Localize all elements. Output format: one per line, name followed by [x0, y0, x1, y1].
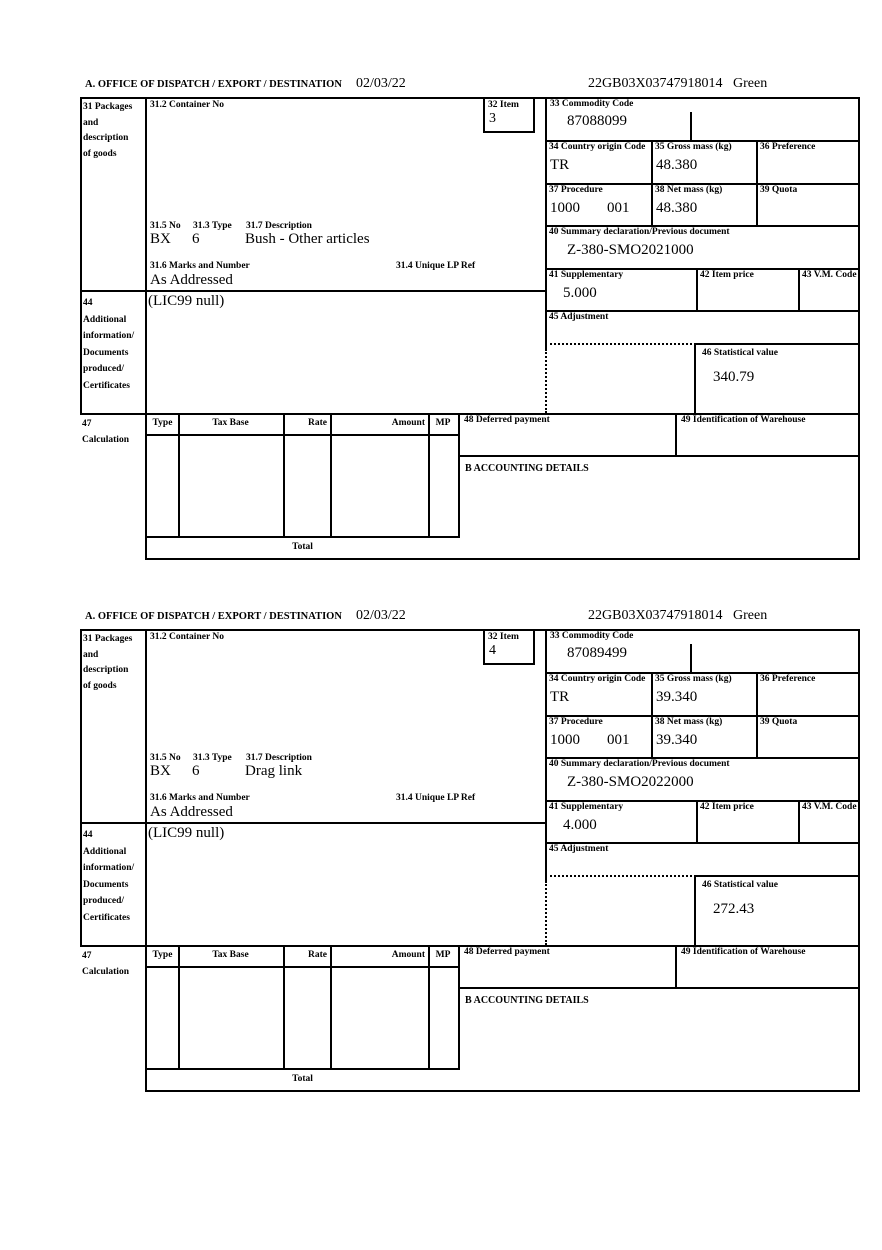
previous-document-label: 40 Summary declaration/Previous document [549, 227, 730, 237]
supplementary-value: 4.000 [563, 817, 597, 833]
col-rate-header: Rate [308, 950, 327, 960]
preference-label: 36 Preference [760, 674, 816, 684]
packages-code-value: BX [150, 231, 171, 247]
statistical-value: 340.79 [713, 369, 755, 385]
col-mp-header: MP [435, 418, 451, 428]
dotted-border-line [545, 875, 696, 877]
country-origin-label: 34 Country origin Code [549, 142, 646, 152]
col-type-header: Type [152, 950, 173, 960]
col-tax-base-header: Tax Base [212, 418, 249, 428]
previous-document-box [545, 757, 858, 802]
adjustment-label: 45 Adjustment [549, 312, 609, 322]
commodity-code-divider [690, 644, 692, 672]
border-line [858, 97, 860, 560]
packages-no-label: 31.5 No [150, 753, 181, 763]
procedure-value-1: 1000 [550, 200, 580, 216]
row-37-39 [545, 183, 858, 227]
previous-document-value: Z-380-SMO2022000 [567, 774, 694, 790]
packages-count-value: 6 [192, 231, 200, 247]
table-header-line [147, 966, 458, 968]
item-price-box [696, 268, 800, 310]
declaration-date: 02/03/22 [356, 608, 406, 623]
border-line [80, 97, 82, 415]
declaration-date: 02/03/22 [356, 76, 406, 91]
section-header [80, 76, 860, 94]
vm-code-label: 43 V.M. Code [802, 802, 857, 812]
procedure-value-2: 001 [607, 732, 630, 748]
item-number-box [483, 629, 535, 665]
section-header [80, 608, 860, 626]
declaration-item-section-2 [80, 629, 860, 1092]
col-rate-header: Rate [308, 418, 327, 428]
procedure-label: 37 Procedure [549, 185, 603, 195]
procedure-value-1: 1000 [550, 732, 580, 748]
procedure-label: 37 Procedure [549, 717, 603, 727]
item-number-value: 3 [489, 111, 496, 126]
net-mass-box [651, 715, 758, 757]
goods-description-value: Bush - Other articles [245, 231, 370, 247]
col-mp-header: MP [435, 950, 451, 960]
procedure-value-2: 001 [607, 200, 630, 216]
row-41-43 [545, 268, 858, 312]
supplementary-box [545, 800, 698, 842]
right-column [545, 97, 858, 413]
country-origin-box [545, 672, 653, 715]
border-line [858, 629, 860, 1092]
packages-count-value: 6 [192, 763, 200, 779]
marks-numbers-label: 31.6 Marks and Number [150, 793, 250, 803]
dotted-border-line [545, 343, 696, 345]
quota-box [756, 183, 858, 225]
statistical-value: 272.43 [713, 901, 755, 917]
deferred-payment-box [460, 413, 675, 457]
additional-information-value: (LIC99 null) [148, 825, 225, 841]
item-number-label: 32 Item [488, 100, 519, 110]
adjustment-label: 45 Adjustment [549, 844, 609, 854]
country-origin-value: TR [550, 689, 570, 705]
net-mass-value: 48.380 [656, 200, 698, 216]
box31-packages-label: 31 Packages and description of goods [83, 102, 133, 159]
unique-lp-ref-label: 31.4 Unique LP Ref [396, 793, 476, 803]
mrn-value: 22GB03X03747918014 [588, 608, 723, 623]
packages-type-label: 31.3 Type [193, 753, 232, 763]
net-mass-value: 39.340 [656, 732, 698, 748]
previous-document-label: 40 Summary declaration/Previous document [549, 759, 730, 769]
previous-document-value: Z-380-SMO2021000 [567, 242, 694, 258]
item-number-label: 32 Item [488, 632, 519, 642]
col-tax-base-header: Tax Base [212, 950, 249, 960]
additional-information-value: (LIC99 null) [148, 293, 225, 309]
previous-document-box [545, 225, 858, 270]
warehouse-id-box [675, 413, 860, 457]
col-amount-header: Amount [391, 418, 425, 428]
routing-status: Green [733, 76, 768, 91]
vm-code-box [798, 800, 858, 842]
supplementary-value: 5.000 [563, 285, 597, 301]
mrn-value: 22GB03X03747918014 [588, 76, 723, 91]
total-label: Total [292, 1074, 313, 1084]
supplementary-box [545, 268, 698, 310]
statistical-value-label: 46 Statistical value [702, 880, 778, 890]
country-origin-value: TR [550, 157, 570, 173]
statistical-value-label: 46 Statistical value [702, 348, 778, 358]
statistical-value-box [694, 343, 858, 413]
item-number-box [483, 97, 535, 133]
quota-label: 39 Quota [760, 717, 798, 727]
warehouse-id-label: 49 Identification of Warehouse [681, 947, 806, 957]
vm-code-box [798, 268, 858, 310]
gross-mass-box [651, 140, 758, 183]
packages-type-label: 31.3 Type [193, 221, 232, 231]
marks-numbers-value: As Addressed [150, 272, 233, 288]
border-line [80, 822, 547, 824]
commodity-code-box [545, 97, 858, 142]
supplementary-label: 41 Supplementary [549, 270, 624, 280]
warehouse-id-box [675, 945, 860, 989]
box44-label: 44 Additional information/ Documents produced/ Certificates [83, 830, 135, 923]
row-34-36 [545, 140, 858, 185]
border-line [145, 97, 147, 413]
declaration-item-section-1 [80, 97, 860, 560]
procedure-box [545, 183, 653, 225]
accounting-details-label: B ACCOUNTING DETAILS [465, 463, 589, 474]
container-no-label: 31.2 Container No [150, 632, 224, 642]
deferred-payment-box [460, 945, 675, 989]
adjustment-box [545, 310, 858, 343]
net-mass-label: 38 Net mass (kg) [655, 717, 723, 727]
gross-mass-value: 39.340 [656, 689, 698, 705]
adjustment-box [545, 842, 858, 875]
table-header-line [147, 434, 458, 436]
quota-box [756, 715, 858, 757]
commodity-code-value: 87088099 [567, 113, 627, 129]
row-37-39 [545, 715, 858, 759]
border-line [145, 629, 147, 945]
commodity-code-label: 33 Commodity Code [550, 631, 634, 641]
net-mass-box [651, 183, 758, 225]
country-origin-box [545, 140, 653, 183]
item-number-value: 4 [489, 643, 496, 658]
border-line [145, 1090, 860, 1092]
box47-calculation-label: 47 Calculation [82, 951, 129, 977]
col-amount-header: Amount [391, 950, 425, 960]
preference-box [756, 140, 858, 183]
accounting-details-label: B ACCOUNTING DETAILS [465, 995, 589, 1006]
border-line [80, 629, 82, 947]
quota-label: 39 Quota [760, 185, 798, 195]
commodity-code-box [545, 629, 858, 674]
preference-label: 36 Preference [760, 142, 816, 152]
commodity-code-divider [690, 112, 692, 140]
border-line [80, 290, 547, 292]
procedure-box [545, 715, 653, 757]
box44-label: 44 Additional information/ Documents produced/ Certificates [83, 298, 135, 391]
office-of-dispatch-label: A. OFFICE OF DISPATCH / EXPORT / DESTINATION [85, 79, 342, 90]
gross-mass-label: 35 Gross mass (kg) [655, 142, 732, 152]
box31-packages-label: 31 Packages and description of goods [83, 634, 133, 691]
item-price-label: 42 Item price [700, 270, 754, 280]
row-41-43 [545, 800, 858, 844]
packages-no-label: 31.5 No [150, 221, 181, 231]
right-column [545, 629, 858, 945]
marks-numbers-value: As Addressed [150, 804, 233, 820]
preference-box [756, 672, 858, 715]
routing-status: Green [733, 608, 768, 623]
supplementary-label: 41 Supplementary [549, 802, 624, 812]
office-of-dispatch-label: A. OFFICE OF DISPATCH / EXPORT / DESTINATION [85, 611, 342, 622]
item-price-label: 42 Item price [700, 802, 754, 812]
deferred-payment-label: 48 Deferred payment [464, 947, 550, 957]
goods-description-value: Drag link [245, 763, 303, 779]
border-line [145, 558, 860, 560]
tax-calculation-table [145, 413, 460, 538]
deferred-payment-label: 48 Deferred payment [464, 415, 550, 425]
packages-code-value: BX [150, 763, 171, 779]
unique-lp-ref-label: 31.4 Unique LP Ref [396, 261, 476, 271]
total-label: Total [292, 542, 313, 552]
statistical-value-box [694, 875, 858, 945]
commodity-code-label: 33 Commodity Code [550, 99, 634, 109]
description-label: 31.7 Description [246, 221, 312, 231]
container-no-label: 31.2 Container No [150, 100, 224, 110]
net-mass-label: 38 Net mass (kg) [655, 185, 723, 195]
marks-numbers-label: 31.6 Marks and Number [150, 261, 250, 271]
warehouse-id-label: 49 Identification of Warehouse [681, 415, 806, 425]
col-type-header: Type [152, 418, 173, 428]
commodity-code-value: 87089499 [567, 645, 627, 661]
box47-calculation-label: 47 Calculation [82, 419, 129, 445]
gross-mass-value: 48.380 [656, 157, 698, 173]
item-price-box [696, 800, 800, 842]
description-label: 31.7 Description [246, 753, 312, 763]
country-origin-label: 34 Country origin Code [549, 674, 646, 684]
gross-mass-label: 35 Gross mass (kg) [655, 674, 732, 684]
tax-calculation-table [145, 945, 460, 1070]
row-34-36 [545, 672, 858, 717]
vm-code-label: 43 V.M. Code [802, 270, 857, 280]
gross-mass-box [651, 672, 758, 715]
